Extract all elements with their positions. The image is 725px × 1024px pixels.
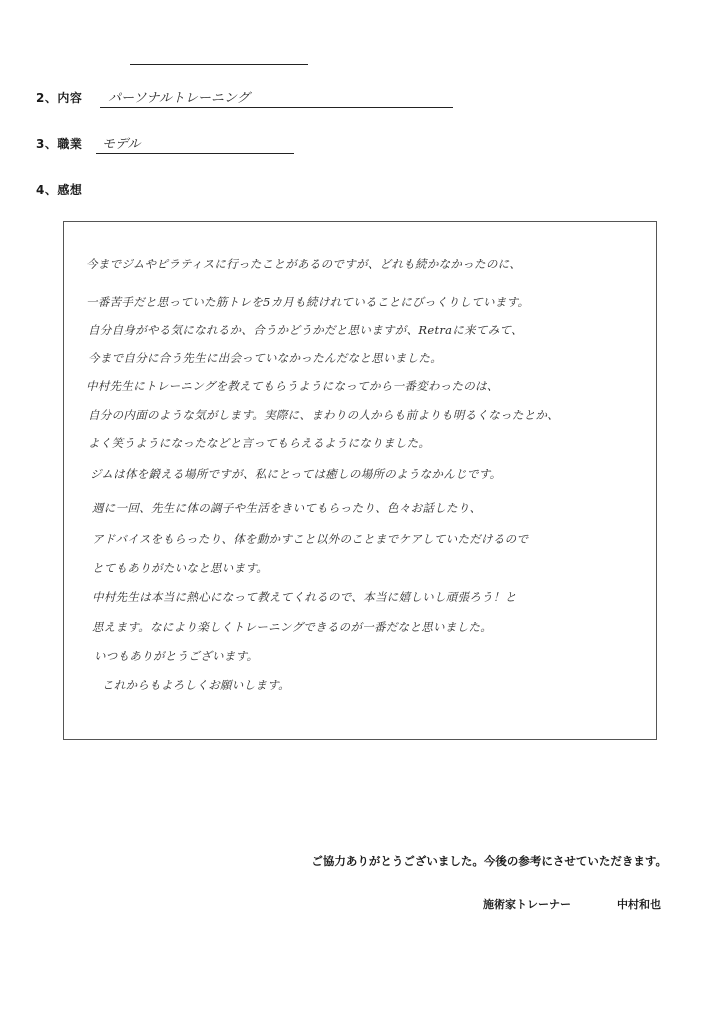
essay-line: 週に一回、先生に体の調子や生活をきいてもらったり、色々お話したり、 bbox=[92, 501, 482, 515]
essay-line: 中村先生は本当に熱心になって教えてくれるので、本当に嬉しいし頑張ろう！と bbox=[92, 590, 517, 604]
field-occupation-label: 3、職業 bbox=[36, 137, 83, 151]
field-occupation bbox=[36, 130, 306, 154]
field-content-underline bbox=[100, 107, 453, 108]
essay-line: よく笑うようになったなどと言ってもらえるようになりました。 bbox=[88, 436, 431, 450]
field-occupation-value: モデル bbox=[102, 137, 141, 152]
field-content bbox=[36, 84, 456, 108]
essay-line: とてもありがたいなと思います。 bbox=[92, 561, 269, 575]
essay-line: 中村先生にトレーニングを教えてもらうようになってから一番変わったのは、 bbox=[86, 379, 499, 393]
essay-line: 一番苦手だと思っていた筋トレを5カ月も続けれていることにびっくりしています。 bbox=[86, 295, 530, 309]
field-occupation-underline bbox=[96, 153, 294, 154]
trainer-role: 施術家トレーナー bbox=[483, 898, 571, 911]
impressions-essay-box bbox=[63, 221, 657, 740]
field-impressions bbox=[36, 176, 136, 200]
essay-line: 今まで自分に合う先生に出会っていなかったんだなと思いました。 bbox=[88, 351, 442, 365]
footer-thanks-text: ご協力ありがとうございました。今後の参考にさせていただきます。 bbox=[311, 854, 667, 868]
essay-line: ジムは体を鍛える場所ですが、私にとっては癒しの場所のようなかんじです。 bbox=[90, 467, 502, 481]
field-content-label: 2、内容 bbox=[36, 91, 83, 105]
field-impressions-label: 4、感想 bbox=[36, 183, 83, 197]
essay-line: アドバイスをもらったり、体を動かすこと以外のことまでケアしていただけるので bbox=[92, 532, 529, 546]
top-underline bbox=[130, 64, 308, 65]
essay-line: 今までジムやピラティスに行ったことがあるのですが、どれも続かなかったのに、 bbox=[86, 257, 522, 271]
essay-line: 思えます。なにより楽しくトレーニングできるのが一番だなと思いました。 bbox=[92, 620, 493, 634]
trainer-name: 中村和也 bbox=[617, 898, 661, 911]
essay-line: 自分自身がやる気になれるか、合うかどうかだと思いますが、Retraに来てみて、 bbox=[88, 323, 523, 337]
essay-line: これからもよろしくお願いします。 bbox=[102, 678, 290, 692]
essay-line: 自分の内面のような気がします。実際に、まわりの人からも前よりも明るくなったとか、 bbox=[88, 408, 560, 422]
field-content-value: パーソナルトレーニング bbox=[108, 91, 250, 106]
trainer-signature bbox=[483, 896, 661, 912]
essay-line: いつもありがとうございます。 bbox=[94, 649, 259, 663]
